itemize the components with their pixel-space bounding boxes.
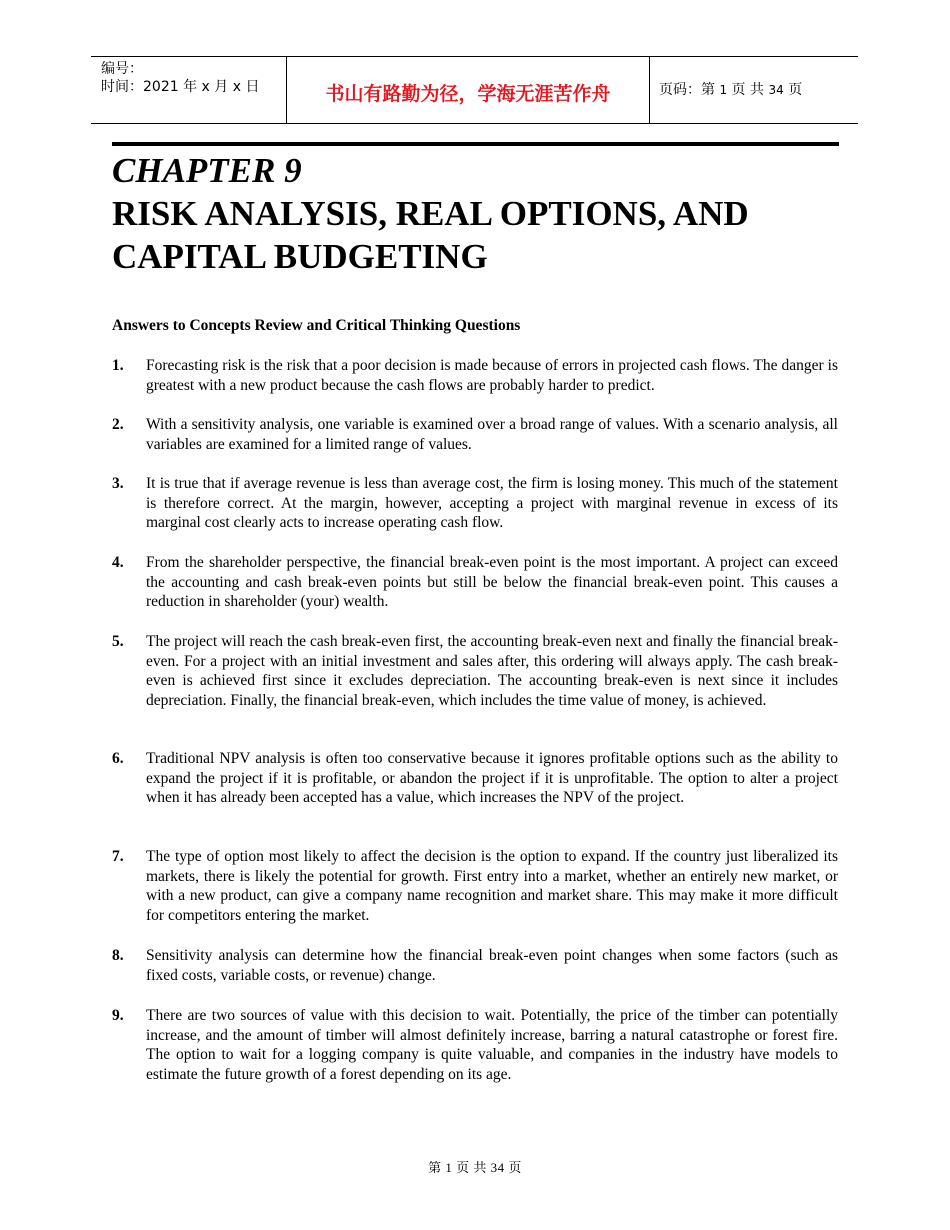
answer-number: 2. (112, 416, 124, 433)
answer-number: 6. (112, 750, 124, 767)
answer-number: 1. (112, 357, 124, 374)
chapter-number: CHAPTER 9 (112, 151, 302, 190)
header-page-cell (650, 57, 858, 123)
chapter-title-block (112, 150, 852, 278)
answer-number: 5. (112, 633, 124, 650)
answer-item (112, 474, 838, 533)
page-footer: 第 1 页 共 34 页 (428, 1160, 522, 1175)
answer-number: 7. (112, 848, 124, 865)
motto-text: 书山有路勤为径，学海无涯苦作舟 (325, 83, 611, 105)
chapter-title-line-2: CAPITAL BUDGETING (112, 237, 488, 276)
title-rule (112, 142, 839, 146)
answer-text: It is true that if average revenue is less than average cost, the firm is losing money. This much of the statement is therefore correct. At the margin, however, accepting a project with marginal revenue in excess of its marginal cost clearly acts to increase operating cash flow. (146, 475, 838, 532)
answer-item (112, 749, 838, 808)
number-label: 编号： (101, 61, 143, 77)
answer-text: The project will reach the cash break-even first, the accounting break-even next and finally the financial break-even. For a project with an initial investment and sales after, this ordering will always apply. The cash break-even is achieved first since it excludes depreciation. The accounting break-even is next since it includes depreciation. Finally, the financial break-even, which includes the time value of money, is achieved. (146, 633, 838, 709)
answer-item (112, 946, 838, 985)
answer-item (112, 632, 838, 710)
answer-number: 3. (112, 475, 124, 492)
answer-item (112, 553, 838, 612)
answer-text: Forecasting risk is the risk that a poor decision is made because of errors in projected cash flows. The danger is greatest with a new product because the cash flows are probably harder to predict. (146, 357, 838, 394)
answer-item (112, 356, 838, 395)
page-current: 1 (719, 83, 728, 97)
answer-number: 8. (112, 947, 124, 964)
document-header (91, 56, 858, 124)
answer-text: With a sensitivity analysis, one variable is examined over a broad range of values. With a scenario analysis, all variables are examined for a limited range of values. (146, 416, 838, 453)
answer-item (112, 1006, 838, 1084)
answer-text: Sensitivity analysis can determine how the financial break-even point changes when some factors (such as fixed costs, variable costs, or revenue) change. (146, 947, 838, 984)
answer-item (112, 847, 838, 925)
page-indicator (659, 81, 802, 99)
header-info-cell (91, 57, 287, 123)
section-heading: Answers to Concepts Review and Critical Thinking Questions (112, 317, 521, 334)
answer-text: There are two sources of value with this decision to wait. Potentially, the price of the timber can potentially increase, and the amount of timber will almost definitely increase, barring a natural catastrophe or forest fire. The option to wait for a logging company is quite valuable, and companies in the industry have models to estimate the future growth of a forest depending on its age. (146, 1007, 838, 1083)
page-prefix: 页码：第 (659, 82, 715, 98)
answer-text: Traditional NPV analysis is often too conservative because it ignores profitable options such as the ability to expand the project if it is profitable, or abandon the project if it is unprofitable. The option to alter a project when it has already been accepted has a value, which increases the NPV of the project. (146, 750, 838, 807)
page-suffix: 页 (788, 82, 803, 98)
header-motto-cell (287, 57, 650, 123)
time-label: 时间：2021 年 x 月 x 日 (101, 79, 260, 95)
chapter-title-line-1: RISK ANALYSIS, REAL OPTIONS, AND (112, 194, 749, 233)
answer-text: The type of option most likely to affect the decision is the option to expand. If the country just liberalized its markets, there is likely the potential for growth. First entry into a market, whether an entirely new market, or with a new product, can give a company name recognition and market share. This may make it more difficult for competitors entering the market. (146, 848, 838, 924)
answer-number: 4. (112, 554, 124, 571)
page-mid: 页 共 (731, 82, 764, 98)
answer-text: From the shareholder perspective, the financial break-even point is the most important. A project can exceed the accounting and cash break-even points but still be below the financial break-even point. This causes a reduction in shareholder (your) wealth. (146, 554, 838, 611)
page-total: 34 (768, 83, 784, 97)
answer-number: 9. (112, 1007, 124, 1024)
answer-item (112, 415, 838, 454)
